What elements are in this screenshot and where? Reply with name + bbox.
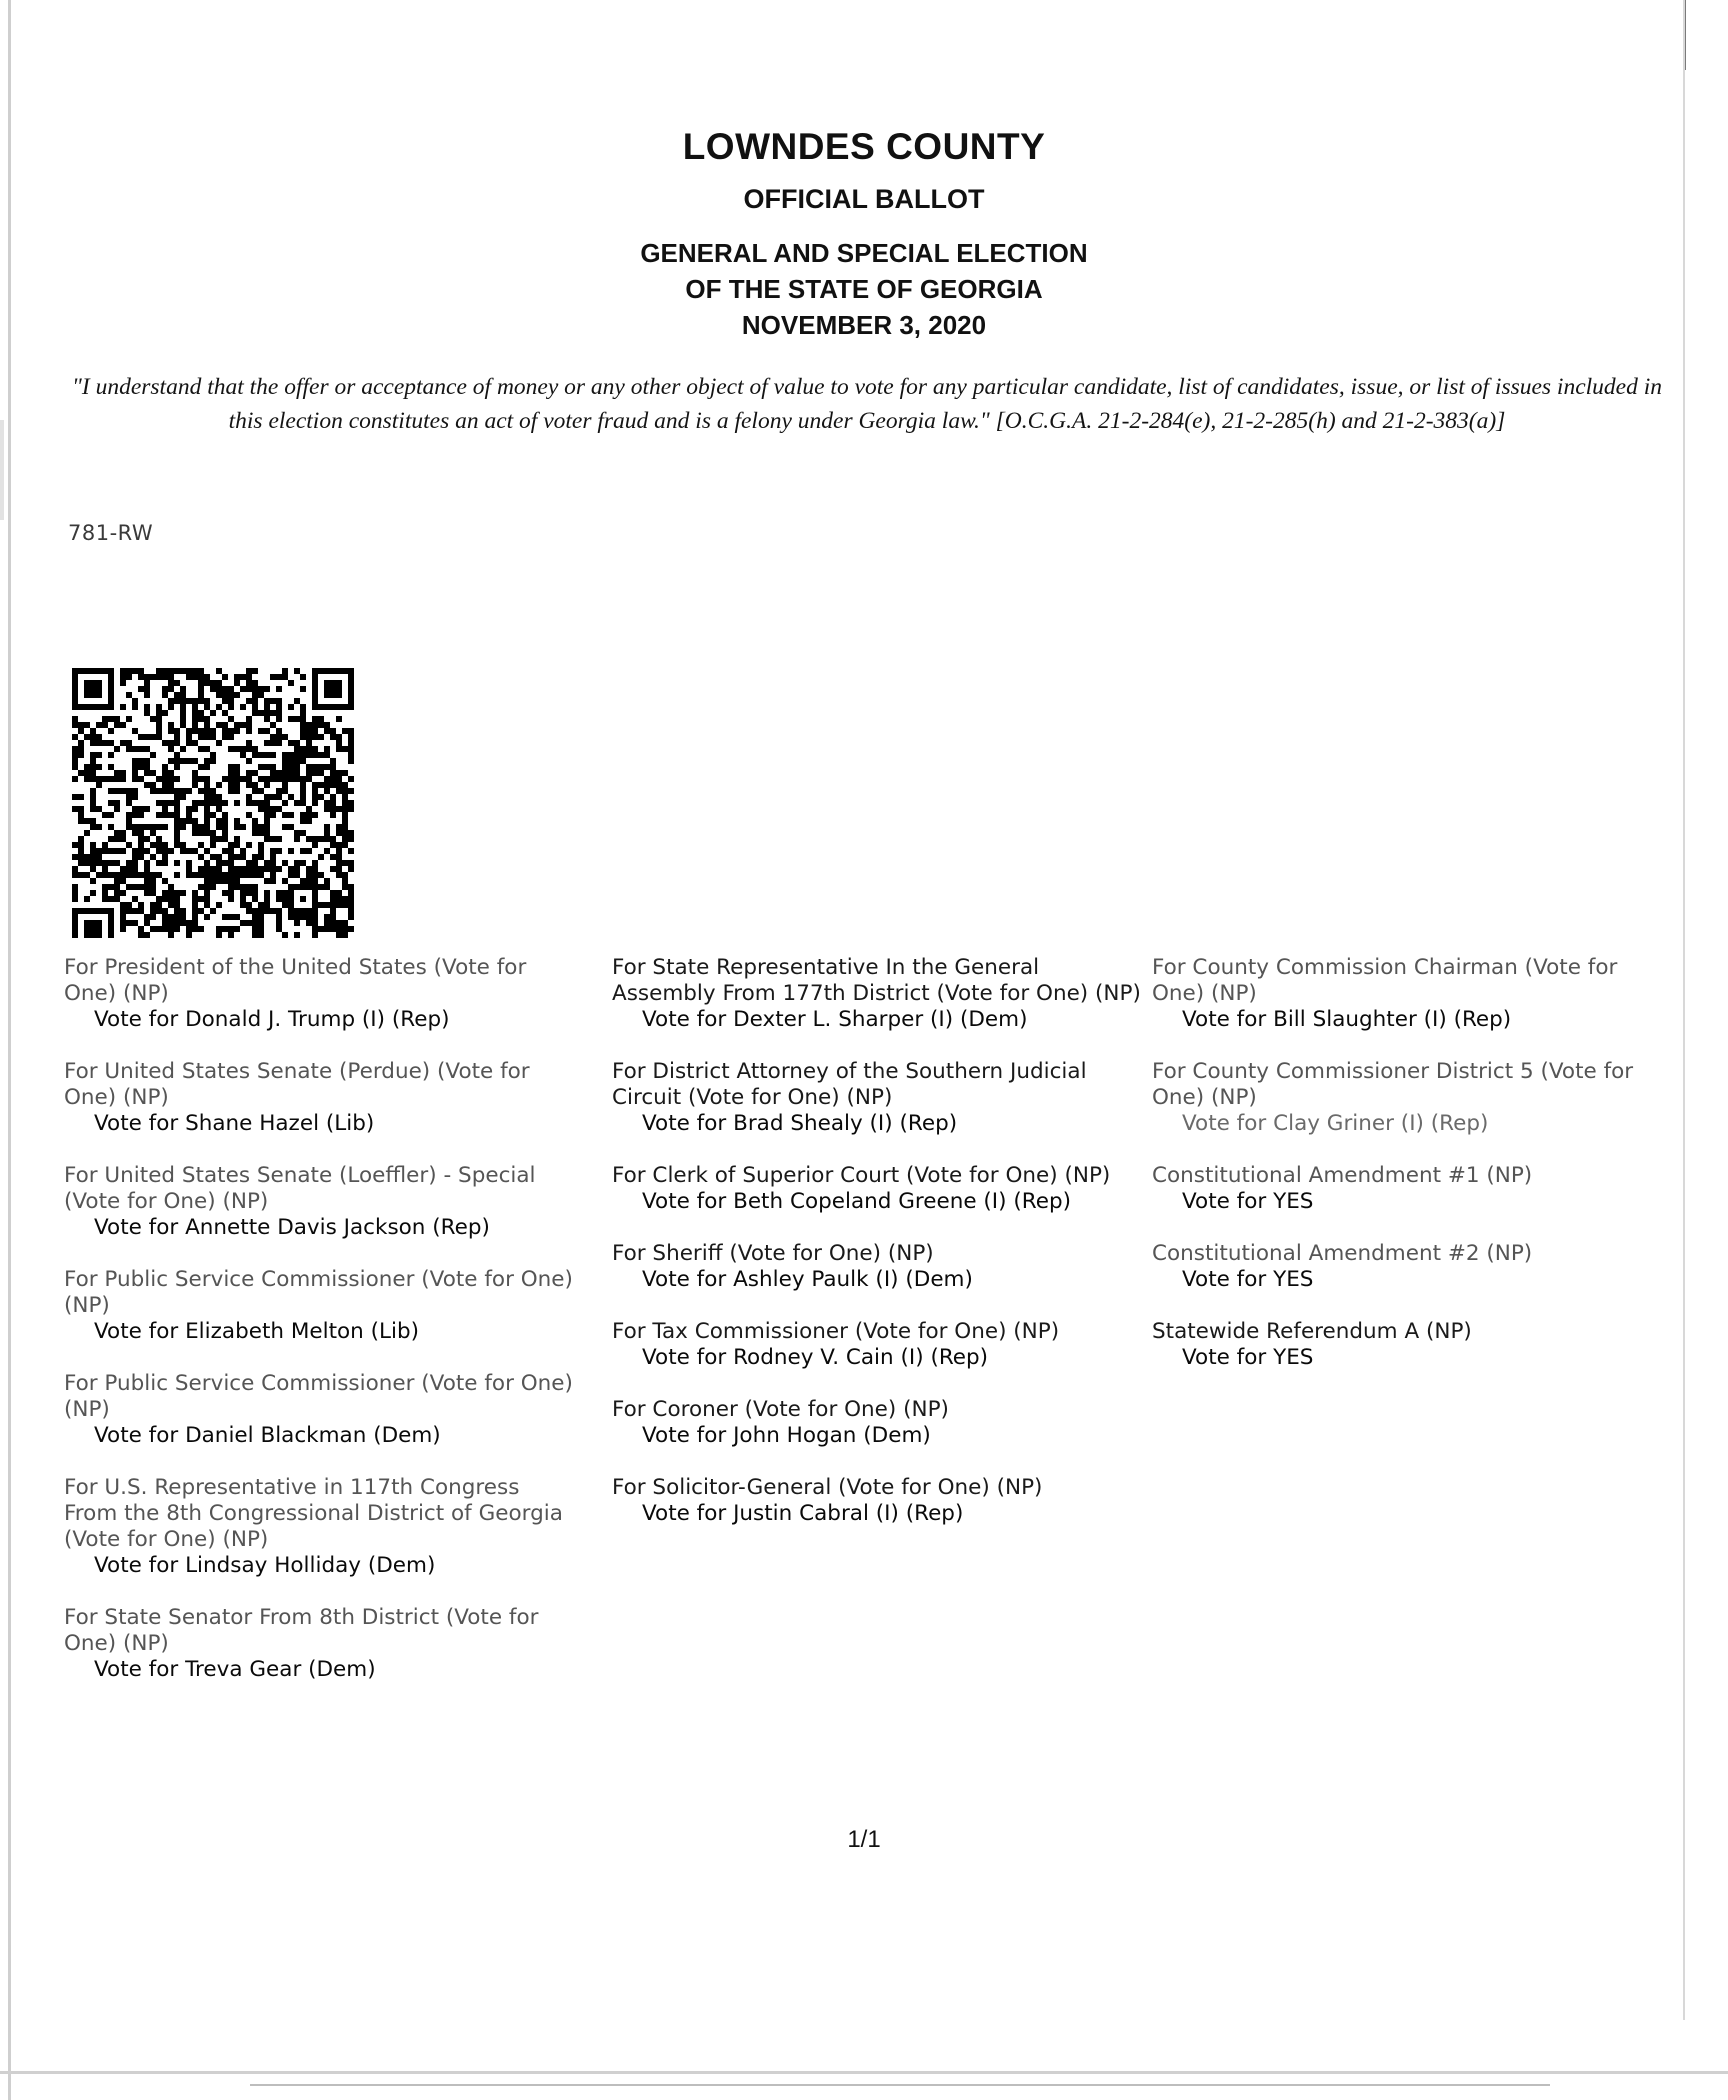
contest	[612, 1163, 1142, 1215]
contest-title: For Sheriff (Vote for One) (NP)	[612, 1241, 934, 1266]
contest-selection: Vote for Elizabeth Melton (Lib)	[94, 1319, 420, 1344]
contest-selection: Vote for Beth Copeland Greene (I) (Rep)	[642, 1189, 1071, 1214]
voter-fraud-oath-text: "I understand that the offer or acceptance of money or any other object of value to vote for any particular candidate, list of candidates, issue, or list of issues included in this election constitutes an act of voter fraud and is a felony under Georgia law." [O.C.G.A. 21-2-284(e), 21-2-285(h) and 21-2-383(a)]	[72, 374, 1663, 434]
contest-selection: Vote for Clay Griner (I) (Rep)	[1182, 1111, 1489, 1136]
contest-title: For President of the United States (Vote for One) (NP)	[64, 955, 527, 1006]
contest-title: Constitutional Amendment #1 (NP)	[1152, 1163, 1533, 1188]
contest-selection: Vote for Brad Shealy (I) (Rep)	[642, 1111, 958, 1136]
contest	[64, 1059, 576, 1137]
election-title-line2: OF THE STATE OF GEORGIA	[685, 274, 1043, 304]
contest-selection: Vote for YES	[1182, 1189, 1314, 1214]
contest-title: For United States Senate (Perdue) (Vote for One) (NP)	[64, 1059, 530, 1110]
contest-selection: Vote for Bill Slaughter (I) (Rep)	[1182, 1007, 1512, 1032]
contest-columns	[0, 955, 1728, 1755]
contest-selection: Vote for Donald J. Trump (I) (Rep)	[94, 1007, 450, 1032]
contest-column-3	[1152, 955, 1672, 1397]
contest-selection: Vote for Dexter L. Sharper (I) (Dem)	[642, 1007, 1028, 1032]
contest-title: For County Commissioner District 5 (Vote for One) (NP)	[1152, 1059, 1634, 1110]
contest-title: For Coroner (Vote for One) (NP)	[612, 1397, 949, 1422]
contest-title: For Solicitor-General (Vote for One) (NP)	[612, 1475, 1043, 1500]
contest-column-2	[612, 955, 1142, 1553]
qr-code	[72, 668, 354, 938]
contest-title: For State Senator From 8th District (Vote for One) (NP)	[64, 1605, 539, 1656]
official-ballot-label: OFFICIAL BALLOT	[743, 184, 985, 214]
contest-selection: Vote for Daniel Blackman (Dem)	[94, 1423, 441, 1448]
contest-selection: Vote for Justin Cabral (I) (Rep)	[642, 1501, 964, 1526]
election-title-line1: GENERAL AND SPECIAL ELECTION	[640, 238, 1088, 268]
contest-title: For United States Senate (Loeffler) - Special (Vote for One) (NP)	[64, 1163, 536, 1214]
contest	[1152, 1319, 1672, 1371]
contest-title: For Clerk of Superior Court (Vote for One) (NP)	[612, 1163, 1111, 1188]
contest-selection: Vote for John Hogan (Dem)	[642, 1423, 931, 1448]
contest-selection: Vote for Ashley Paulk (I) (Dem)	[642, 1267, 973, 1292]
contest	[64, 955, 576, 1033]
contest	[1152, 955, 1672, 1033]
contest-title: For District Attorney of the Southern Judicial Circuit (Vote for One) (NP)	[612, 1059, 1087, 1110]
election-date: NOVEMBER 3, 2020	[741, 310, 987, 340]
page-title-county: LOWNDES COUNTY	[682, 126, 1046, 167]
contest-selection: Vote for YES	[1182, 1267, 1314, 1292]
contest-title: Statewide Referendum A (NP)	[1152, 1319, 1472, 1344]
contest	[1152, 1059, 1672, 1137]
contest	[1152, 1241, 1672, 1293]
contest-column-1	[64, 955, 576, 1709]
contest-selection: Vote for Rodney V. Cain (I) (Rep)	[642, 1345, 989, 1370]
contest-title: For U.S. Representative in 117th Congress From the 8th Congressional District of Georgia (Vote for One) (NP)	[64, 1475, 563, 1552]
contest-selection: Vote for YES	[1182, 1345, 1314, 1370]
contest-selection: Vote for Treva Gear (Dem)	[94, 1657, 376, 1682]
contest-title: For Public Service Commissioner (Vote for One) (NP)	[64, 1371, 573, 1422]
contest-title: Constitutional Amendment #2 (NP)	[1152, 1241, 1533, 1266]
contest	[64, 1267, 576, 1345]
ballot-style-code: 781-RW	[68, 521, 154, 545]
contest-title: For State Representative In the General Assembly From 177th District (Vote for One) (NP)	[612, 955, 1141, 1006]
page-number: 1/1	[847, 1826, 881, 1853]
contest-title: For County Commission Chairman (Vote for One) (NP)	[1152, 955, 1618, 1006]
contest-selection: Vote for Lindsay Holliday (Dem)	[94, 1553, 436, 1578]
contest-selection: Vote for Annette Davis Jackson (Rep)	[94, 1215, 490, 1240]
contest	[612, 955, 1142, 1033]
contest	[612, 1319, 1142, 1371]
qr-code-canvas	[72, 668, 354, 938]
contest	[1152, 1163, 1672, 1215]
contest-title: For Public Service Commissioner (Vote for One) (NP)	[64, 1267, 573, 1318]
contest	[64, 1605, 576, 1683]
contest	[64, 1475, 576, 1579]
contest	[612, 1241, 1142, 1293]
contest-title: For Tax Commissioner (Vote for One) (NP)	[612, 1319, 1060, 1344]
contest	[64, 1163, 576, 1241]
contest	[612, 1475, 1142, 1527]
contest-selection: Vote for Shane Hazel (Lib)	[94, 1111, 375, 1136]
contest	[612, 1397, 1142, 1449]
contest	[612, 1059, 1142, 1137]
contest	[64, 1371, 576, 1449]
